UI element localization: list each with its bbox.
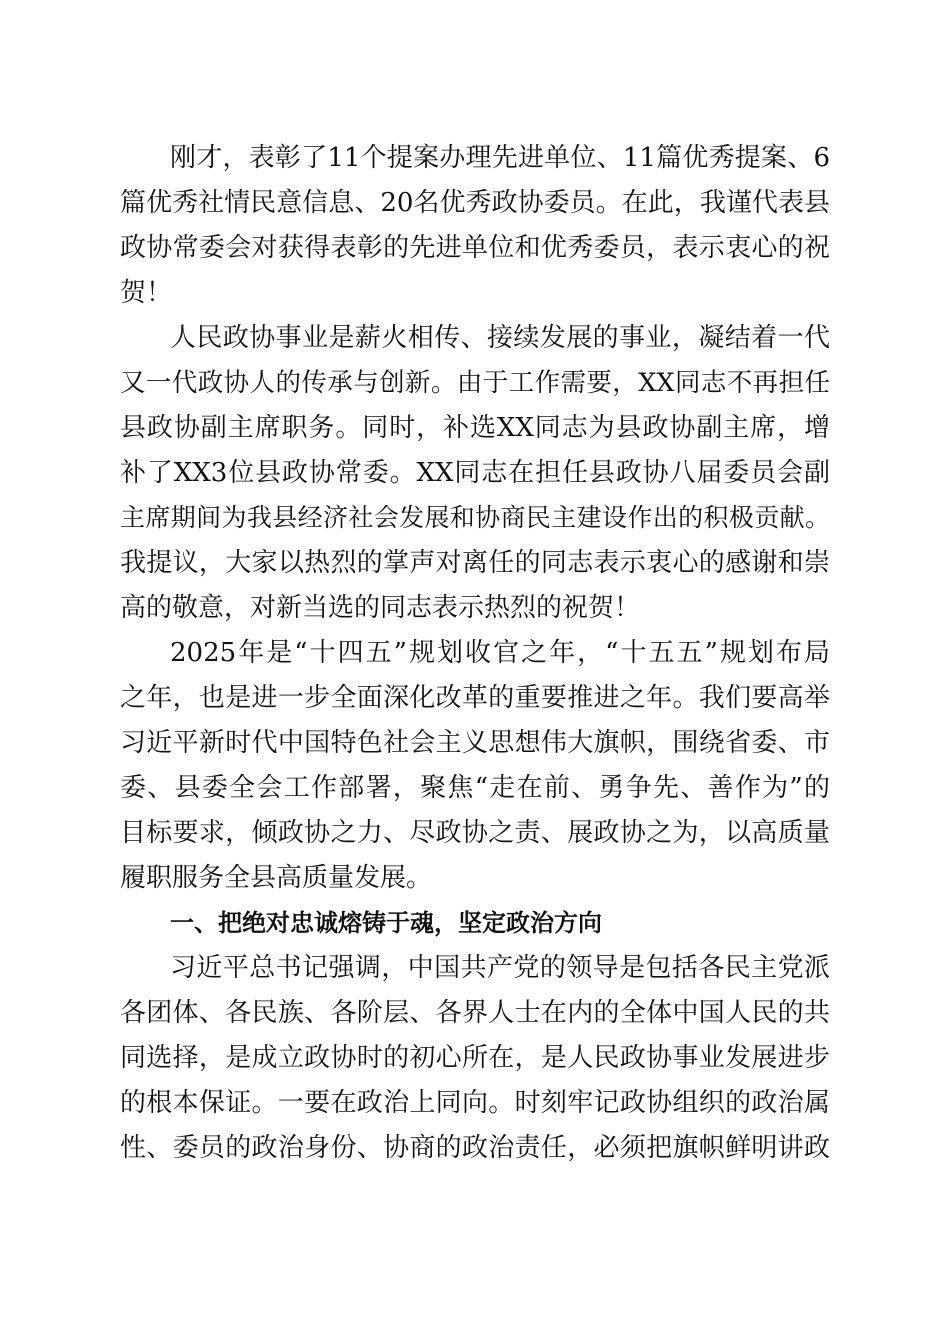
section-paragraph-line-3: 同选择，是成立政协时的初心所在，是人民政协事业发展进步: [120, 1043, 830, 1073]
section-heading: 一、把绝对忠诚熔铸于魂，坚定政治方向: [170, 909, 602, 937]
paragraph-1-line-2: 篇优秀社情民意信息、20名优秀政协委员。在此，我谨代表县: [120, 188, 830, 218]
section-paragraph-line-5: 性、委员的政治身份、协商的政治责任，必须把旗帜鲜明讲政: [120, 1133, 830, 1163]
paragraph-3-line-3: 习近平新时代中国特色社会主义思想伟大旗帜，围绕省委、市: [120, 728, 830, 758]
section-paragraph-line-1: 习近平总书记强调，中国共产党的领导是包括各民主党派: [170, 953, 830, 983]
paragraph-3-line-6: 履职服务全县高质量发展。: [120, 863, 433, 893]
paragraph-3-line-2: 之年，也是进一步全面深化改革的重要推进之年。我们要高举: [120, 683, 830, 713]
paragraph-2-line-7: 高的敬意，对新当选的同志表示热烈的祝贺！: [120, 593, 641, 623]
paragraph-1-line-3: 政协常委会对获得表彰的先进单位和优秀委员，表示衷心的祝: [120, 233, 830, 263]
paragraph-2-line-1: 人民政协事业是薪火相传、接续发展的事业，凝结着一代: [170, 323, 830, 353]
paragraph-2-line-3: 县政协副主席职务。同时，补选XX同志为县政协副主席，增: [120, 413, 830, 443]
paragraph-1-line-4: 贺！: [120, 278, 173, 308]
paragraph-3-line-4: 委、县委全会工作部署，聚焦“走在前、勇争先、善作为”的: [120, 773, 830, 803]
paragraph-3-line-5: 目标要求，倾政协之力、尽政协之责、展政协之为，以高质量: [120, 818, 830, 848]
paragraph-2-line-5: 主席期间为我县经济社会发展和协商民主建设作出的积极贡献。: [120, 503, 830, 532]
paragraph-3-line-1: 2025年是“十四五”规划收官之年，“十五五”规划布局: [170, 638, 830, 668]
paragraph-2-line-4: 补了XX3位县政协常委。XX同志在担任县政协八届委员会副: [120, 458, 830, 488]
paragraph-1-line-1: 刚才，表彰了11个提案办理先进单位、11篇优秀提案、6: [170, 143, 830, 173]
paragraph-2-line-6: 我提议，大家以热烈的掌声对离任的同志表示衷心的感谢和崇: [120, 548, 830, 578]
paragraph-2-line-2: 又一代政协人的传承与创新。由于工作需要，XX同志不再担任: [120, 368, 830, 398]
section-paragraph-line-4: 的根本保证。一要在政治上同向。时刻牢记政协组织的政治属: [120, 1088, 830, 1118]
section-paragraph-line-2: 各团体、各民族、各阶层、各界人士在内的全体中国人民的共: [120, 998, 830, 1028]
